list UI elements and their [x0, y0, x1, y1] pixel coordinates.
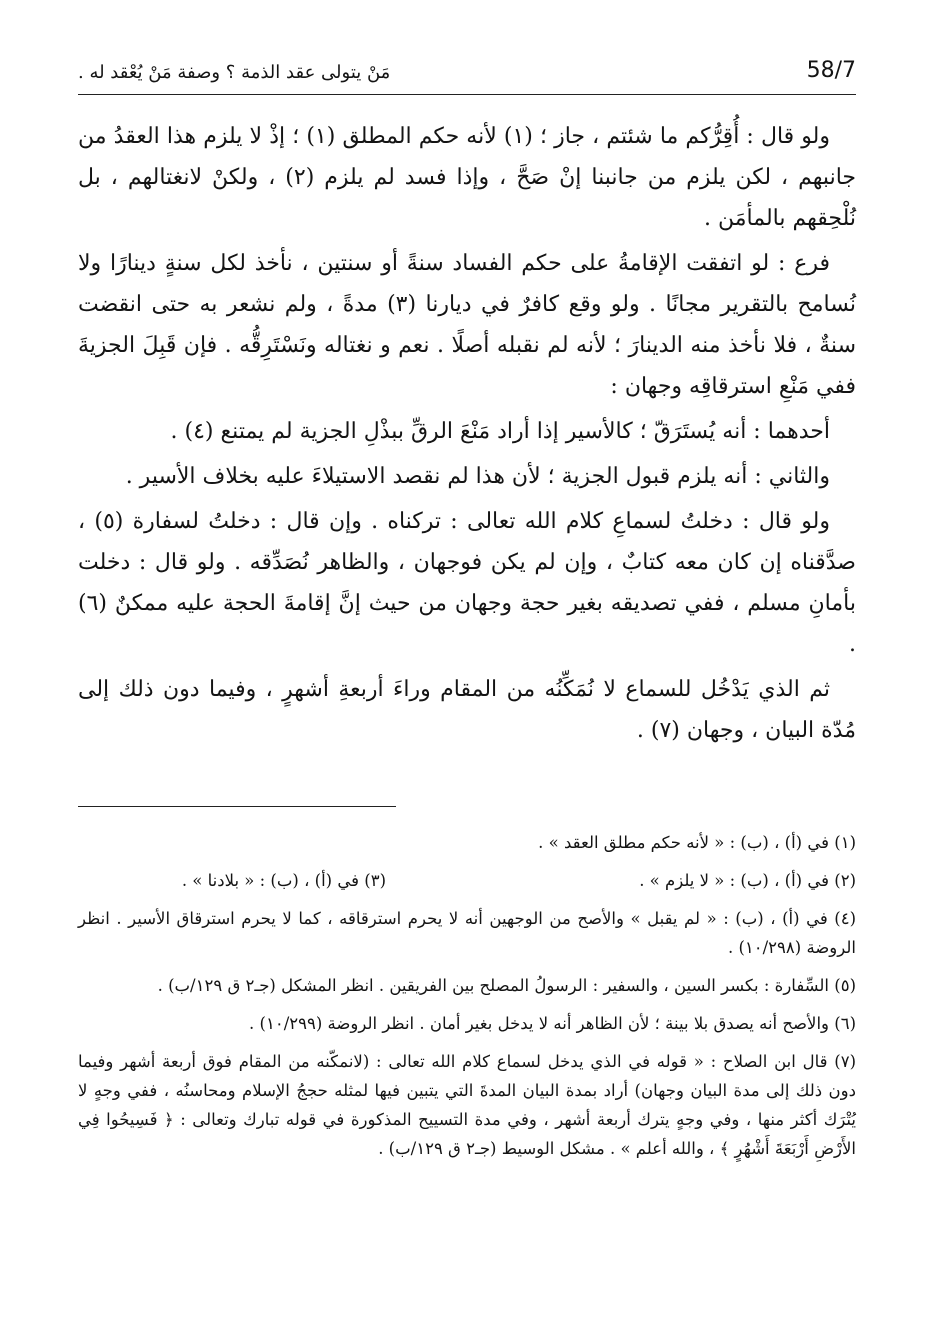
footnote: (٤) في (أ) ، (ب) : « لم يقبل » والأصح من الوجهين أنه لا يحرم استرقاقه ، كما لا يحرم استرقاق الأسير . انظر الروضة (١٠/٢٩٨) .: [78, 909, 856, 957]
header-rule: [78, 94, 856, 95]
running-title: مَنْ يتولى عقد الذمة ؟ وصفة مَنْ يُعْقد له .: [78, 62, 391, 83]
footnote: (٧) قال ابن الصلاح : « قوله في الذي يدخل لسماع كلام الله تعالى : (لانمكّنه من المقام فوق أربعة أشهر وفيما دون ذلك إلى مدة البيان وجهان) أراد بمدة البيان المدةَ التي يتبين فيها لمثله حججُ الإسلام ومحاسنُه ، ففي وجهٍ لا يُتْرَك أكثر منها ، وفي وجهٍ يترك أربعة أشهر ، وفي مدة التسييح المذكورة في قوله تبارك وتعالى : ﴿ فَسِيحُوا فِي الأَرْضِ أَرْبَعَةَ أَشْهُرٍ ﴾ ، والله أعلم » . مشكل الوسيط (جـ٢ ق ١٢٩/ب) .: [78, 1052, 856, 1158]
footnote: (٢) في (أ) ، (ب) : « لا يلزم » .: [639, 871, 856, 890]
page-header: [78, 52, 856, 88]
footnote-separator: [78, 806, 396, 807]
paragraph: ثم الذي يَدْخُل للسماع لا نُمَكِّنُه من المقام وراءَ أربعةِ أشهرٍ ، وفيما دون ذلك إلى مُدّة البيان ، وجهان (٧) .: [78, 677, 856, 743]
paragraph: أحدهما : أنه يُستَرَقّ ؛ كالأسير إذا أراد مَنْعَ الرقِّ ببذْلِ الجزية لم يمتنع (٤) .: [170, 419, 830, 444]
page-number: 58/7: [806, 58, 856, 83]
paragraph: فرع : لو اتفقت الإقامةُ على حكم الفساد سنةً أو سنتين ، نأخذ لكل سنةٍ دينارًا ولا نُسامح بالتقرير مجانًا . ولو وقع كافرٌ في ديارنا (٣) مدةً ، ولم نشعر به حتى انقضت سنةٌ ، فلا نأخذ منه الدينارَ ؛ لأنه لم نقبله أصلًا . نعم و نغتاله ونَسْتَرِقُّه . فإن قَبِلَ الجزيةَ ففي مَنْعِ استرقاقِه وجهان :: [78, 251, 856, 399]
footnote-row: [78, 866, 856, 904]
footnote: (٥) السِّفارة : بكسر السين ، والسفير : الرسولُ المصلح بين الفريقين . انظر المشكل (جـ٢ ق ١٢٩/ب) .: [157, 976, 856, 995]
paragraph: والثاني : أنه يلزم قبول الجزية ؛ لأن هذا لم نقصد الاستيلاءَ عليه بخلاف الأسير .: [125, 464, 830, 489]
footnote: (١) في (أ) ، (ب) : « لأنه حكم مطلق العقد » .: [538, 833, 856, 852]
footnote: (٦) والأصح أنه يصدق بلا بينة ؛ لأن الظاهر أنه لا يدخل بغير أمان . انظر الروضة (١٠/٢٩٩) .: [249, 1014, 856, 1033]
paragraph: ولو قال : أُقِرُّكم ما شئتم ، جاز ؛ (١) لأنه حكم المطلق (١) ؛ إذْ لا يلزم هذا العقدُ من جانبهم ، لكن يلزم من جانبنا إنْ صَحَّ ، وإذا فسد لم يلزم (٢) ، ولكنْ لانغتالهم ، بل نُلْحِقهم بالمأمَن .: [78, 124, 856, 231]
footnotes: [78, 828, 856, 1172]
book-page: [78, 52, 856, 1322]
main-text: [78, 116, 856, 755]
footnote: (٣) في (أ) ، (ب) : « بلادنا » .: [181, 871, 386, 890]
paragraph: ولو قال : دخلتُ لسماعِ كلام الله تعالى : تركناه . وإن قال : دخلتُ لسفارة (٥) ، صدَّقناه إن كان معه كتابٌ ، وإن لم يكن فوجهان ، والظاهر نُصَدِّقه . ولو قال : دخلت بأمانِ مسلم ، ففي تصديقه بغير حجة وجهان من حيث إنَّ إقامةَ الحجة عليه ممكنٌ (٦) .: [78, 509, 856, 657]
